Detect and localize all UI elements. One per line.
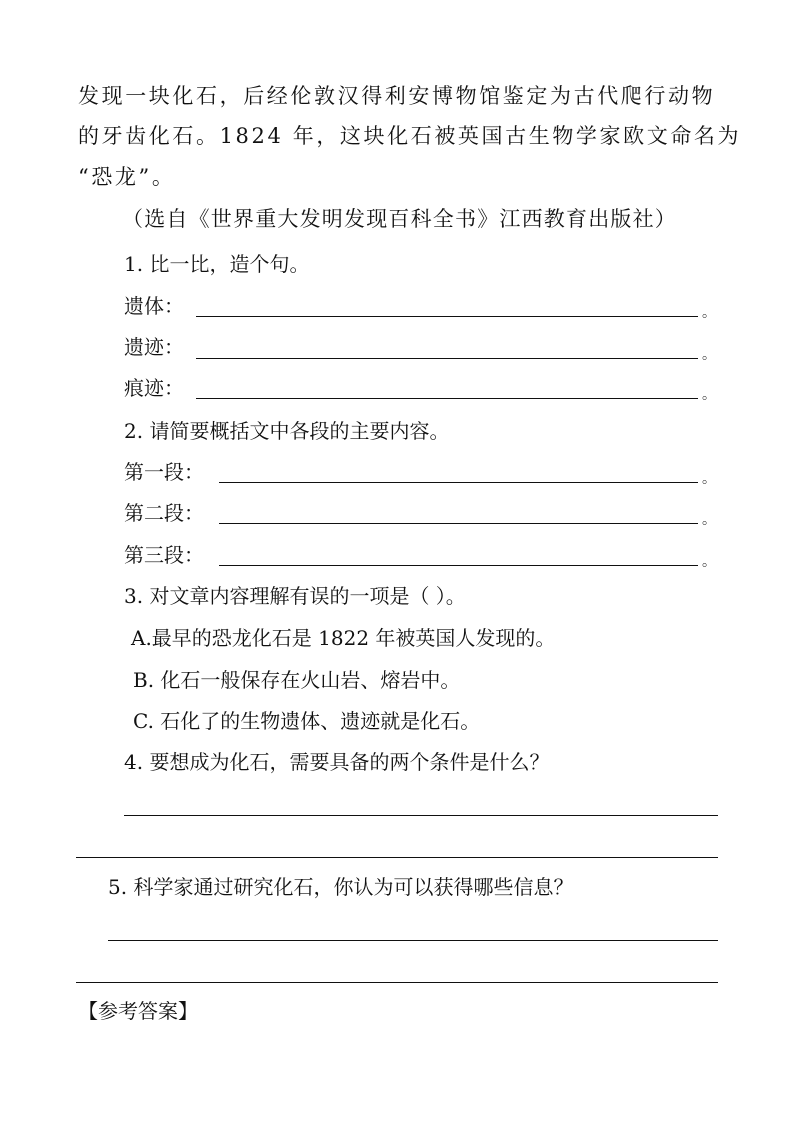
question-5-prompt: 5. 科学家通过研究化石，你认为可以获得哪些信息？ [108, 875, 574, 899]
q1-label-yiji: 遗迹： [124, 335, 184, 359]
passage-source: （选自《世界重大发明发现百科全书》江西教育出版社） [122, 207, 677, 231]
q1-answer-line-yiti[interactable] [196, 316, 698, 317]
passage-line-2: 的牙齿化石。1824 年，这块化石被英国古生物学家欧文命名为 [78, 124, 742, 148]
passage-line-1: 发现一块化石，后经伦敦汉得利安博物馆鉴定为古代爬行动物 [78, 84, 716, 108]
question-2-prompt: 2. 请简要概括文中各段的主要内容。 [124, 419, 450, 443]
q1-period-henji: 。 [702, 387, 716, 403]
q3-option-b[interactable]: B. 化石一般保存在火山岩、熔岩中。 [133, 668, 461, 692]
q1-answer-line-yiji[interactable] [196, 358, 698, 359]
q2-answer-line-para1[interactable] [219, 482, 698, 483]
question-1-prompt: 1. 比一比，造个句。 [124, 252, 310, 276]
q2-period-para2: 。 [702, 512, 716, 528]
q2-answer-line-para2[interactable] [219, 523, 698, 524]
passage-line-3: “恐龙”。 [78, 165, 176, 189]
answer-key-heading: 【参考答案】 [78, 999, 198, 1023]
q1-label-henji: 痕迹： [124, 376, 184, 400]
q3-option-c[interactable]: C. 石化了的生物遗体、遗迹就是化石。 [133, 709, 481, 733]
q1-period-yiji: 。 [702, 347, 716, 363]
q4-answer-line-1[interactable] [124, 815, 718, 816]
q2-label-para3: 第三段： [124, 543, 204, 567]
q2-label-para2: 第二段： [124, 501, 204, 525]
q5-answer-line-2[interactable] [76, 982, 718, 983]
q4-answer-line-2[interactable] [76, 857, 718, 858]
q3-option-a[interactable]: A.最早的恐龙化石是 1822 年被英国人发现的。 [131, 626, 556, 650]
question-3-prompt: 3. 对文章内容理解有误的一项是（ ）。 [124, 584, 466, 608]
q2-answer-line-para3[interactable] [219, 565, 698, 566]
q1-label-yiti: 遗体： [124, 294, 184, 318]
q2-period-para3: 。 [702, 554, 716, 570]
q5-answer-line-1[interactable] [108, 940, 718, 941]
question-4-prompt: 4. 要想成为化石，需要具备的两个条件是什么？ [124, 750, 550, 774]
q1-answer-line-henji[interactable] [196, 398, 698, 399]
q1-period-yiti: 。 [702, 305, 716, 321]
q2-label-para1: 第一段： [124, 460, 204, 484]
q2-period-para1: 。 [702, 471, 716, 487]
